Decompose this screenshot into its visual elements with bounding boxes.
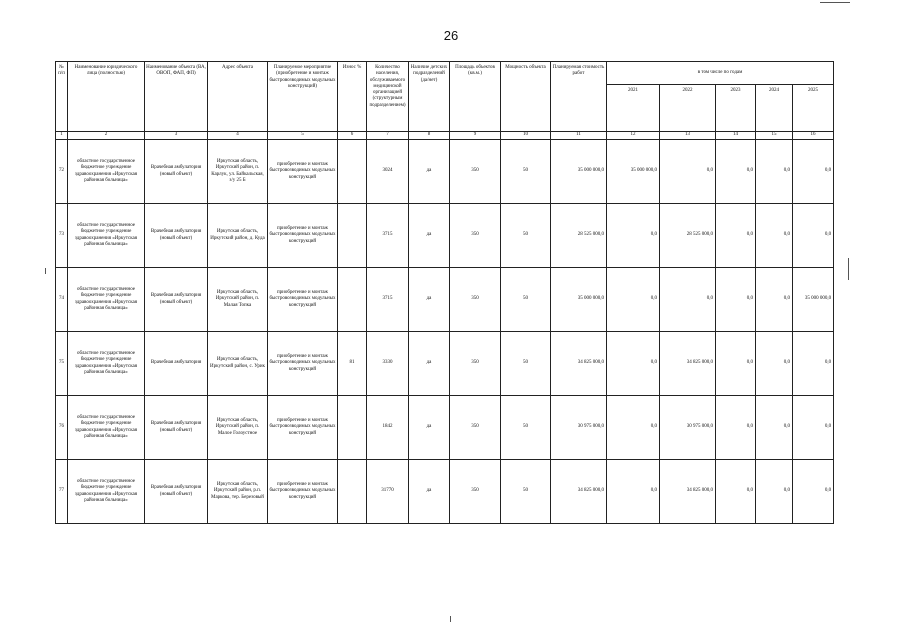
measure-cell: приобретение и монтаж быстровозводимых модульных конструкций [268, 140, 338, 204]
population-cell: 3024 [367, 140, 409, 204]
wear-cell [338, 140, 367, 204]
year-2021-cell: 0,0 [607, 204, 660, 268]
year-2024-cell: 0,0 [756, 396, 793, 460]
header-capacity: Мощность объекта [501, 62, 551, 132]
object-cell: Врачебная амбулатория (новый объект) [145, 140, 208, 204]
year-2023-cell: 0,0 [716, 332, 756, 396]
year-2024-cell: 0,0 [756, 204, 793, 268]
year-2021-cell: 0,0 [607, 332, 660, 396]
scan-artifact [820, 2, 850, 3]
table-row [56, 460, 834, 524]
header-year-2024: 2024 [756, 85, 793, 132]
population-cell: 31770 [367, 460, 409, 524]
entity-cell: областное государственное бюджетное учреждение здравоохранения «Иркутская районная больница» [68, 396, 145, 460]
cost-cell: 35 000 000,0 [551, 140, 607, 204]
area-cell: 350 [450, 460, 501, 524]
measure-cell: приобретение и монтаж быстровозводимых модульных конструкций [268, 396, 338, 460]
table-row [56, 204, 834, 268]
year-2025-cell: 35 000 000,0 [793, 268, 834, 332]
year-2022-cell: 34 825 000,0 [660, 460, 716, 524]
header-year-2023: 2023 [716, 85, 756, 132]
population-cell: 3715 [367, 268, 409, 332]
year-2022-cell: 30 975 000,0 [660, 396, 716, 460]
measure-cell: приобретение и монтаж быстровозводимых модульных конструкций [268, 460, 338, 524]
population-cell: 3715 [367, 204, 409, 268]
header-measure: Планируемое мероприятие (приобретение и монтаж быстровозводимых модульных конструкций) [268, 62, 338, 132]
header-no: № п/п [56, 62, 68, 132]
row-number: 72 [56, 140, 68, 204]
col-number: 6 [338, 132, 367, 140]
col-number: 9 [450, 132, 501, 140]
year-2023-cell: 0,0 [716, 460, 756, 524]
capacity-cell: 50 [501, 140, 551, 204]
entity-cell: областное государственное бюджетное учреждение здравоохранения «Иркутская районная больница» [68, 332, 145, 396]
col-number: 5 [268, 132, 338, 140]
table-row [56, 396, 834, 460]
year-2025-cell: 0,0 [793, 396, 834, 460]
col-number: 3 [145, 132, 208, 140]
year-2025-cell: 0,0 [793, 140, 834, 204]
scan-artifact [45, 268, 46, 274]
children-cell: да [409, 204, 450, 268]
wear-cell [338, 204, 367, 268]
row-number: 74 [56, 268, 68, 332]
year-2024-cell: 0,0 [756, 268, 793, 332]
year-2023-cell: 0,0 [716, 268, 756, 332]
children-cell: да [409, 140, 450, 204]
children-cell: да [409, 268, 450, 332]
object-cell: Врачебная амбулатория (новый объект) [145, 460, 208, 524]
object-cell: Врачебная амбулатория (новый объект) [145, 268, 208, 332]
children-cell: да [409, 396, 450, 460]
year-2023-cell: 0,0 [716, 396, 756, 460]
area-cell: 350 [450, 140, 501, 204]
col-number: 15 [756, 132, 793, 140]
entity-cell: областное государственное бюджетное учреждение здравоохранения «Иркутская районная больница» [68, 460, 145, 524]
wear-cell: 81 [338, 332, 367, 396]
col-number: 2 [68, 132, 145, 140]
area-cell: 350 [450, 332, 501, 396]
header-population: Количество населения, обслуживаемого медицинской организацией (структурным подразделением) [367, 62, 409, 132]
table-row [56, 268, 834, 332]
table-row [56, 140, 834, 204]
header-wear: Износ % [338, 62, 367, 132]
entity-cell: областное государственное бюджетное учреждение здравоохранения «Иркутская районная больница» [68, 204, 145, 268]
col-number: 12 [607, 132, 660, 140]
capacity-cell: 50 [501, 204, 551, 268]
year-2021-cell: 35 000 000,0 [607, 140, 660, 204]
address-cell: Иркутская область, Иркутский район, п. Карлук, ул. Байкальская, з/у 25 Б [208, 140, 268, 204]
year-2022-cell: 0,0 [660, 268, 716, 332]
measure-cell: приобретение и монтаж быстровозводимых модульных конструкций [268, 332, 338, 396]
header-cost: Планируемая стоимость работ [551, 62, 607, 132]
area-cell: 350 [450, 268, 501, 332]
page-number: 26 [443, 28, 459, 43]
scan-artifact [450, 616, 451, 622]
header-by-years: в том числе по годам [607, 62, 834, 85]
year-2024-cell: 0,0 [756, 332, 793, 396]
wear-cell [338, 460, 367, 524]
year-2025-cell: 0,0 [793, 332, 834, 396]
year-2024-cell: 0,0 [756, 140, 793, 204]
investment-table [55, 61, 834, 524]
children-cell: да [409, 460, 450, 524]
year-2025-cell: 0,0 [793, 204, 834, 268]
year-2025-cell: 0,0 [793, 460, 834, 524]
header-object-name: Наименование объекта (ВА, ОВОП, ФАП, ФП) [145, 62, 208, 132]
col-number: 10 [501, 132, 551, 140]
header-area: Площадь объектов (кв.м.) [450, 62, 501, 132]
header-year-2025: 2025 [793, 85, 834, 132]
year-2021-cell: 0,0 [607, 460, 660, 524]
row-number: 77 [56, 460, 68, 524]
cost-cell: 28 525 000,0 [551, 204, 607, 268]
col-number: 14 [716, 132, 756, 140]
measure-cell: приобретение и монтаж быстровозводимых модульных конструкций [268, 268, 338, 332]
address-cell: Иркутская область, Иркутский район, р.п. Маркова, тер. Березовый [208, 460, 268, 524]
col-number: 8 [409, 132, 450, 140]
row-number: 73 [56, 204, 68, 268]
object-cell: Врачебная амбулатория (новый объект) [145, 204, 208, 268]
measure-cell: приобретение и монтаж быстровозводимых модульных конструкций [268, 204, 338, 268]
year-2022-cell: 0,0 [660, 140, 716, 204]
object-cell: Врачебная амбулатория (новый объект) [145, 396, 208, 460]
column-number-row [56, 132, 834, 140]
header-year-2022: 2022 [660, 85, 716, 132]
address-cell: Иркутская область, Иркутский район, д. Куда [208, 204, 268, 268]
col-number: 16 [793, 132, 834, 140]
col-number: 13 [660, 132, 716, 140]
address-cell: Иркутская область, Иркутский район, п. Малое Голоустное [208, 396, 268, 460]
capacity-cell: 50 [501, 460, 551, 524]
cost-cell: 35 000 000,0 [551, 268, 607, 332]
col-number: 11 [551, 132, 607, 140]
area-cell: 350 [450, 396, 501, 460]
population-cell: 3330 [367, 332, 409, 396]
year-2024-cell: 0,0 [756, 460, 793, 524]
wear-cell [338, 396, 367, 460]
table-row [56, 332, 834, 396]
cost-cell: 34 825 000,0 [551, 460, 607, 524]
header-year-2021: 2021 [607, 85, 660, 132]
year-2021-cell: 0,0 [607, 268, 660, 332]
header-children: Наличие детских подразделений (да/нет) [409, 62, 450, 132]
capacity-cell: 50 [501, 396, 551, 460]
cost-cell: 30 975 000,0 [551, 396, 607, 460]
year-2023-cell: 0,0 [716, 204, 756, 268]
header-entity: Наименование юридического лица (полностью) [68, 62, 145, 132]
cost-cell: 34 825 000,0 [551, 332, 607, 396]
year-2021-cell: 0,0 [607, 396, 660, 460]
area-cell: 350 [450, 204, 501, 268]
capacity-cell: 50 [501, 332, 551, 396]
wear-cell [338, 268, 367, 332]
scan-artifact [848, 258, 849, 280]
col-number: 7 [367, 132, 409, 140]
year-2022-cell: 34 825 000,0 [660, 332, 716, 396]
row-number: 75 [56, 332, 68, 396]
col-number: 4 [208, 132, 268, 140]
address-cell: Иркутская область, Иркутский район, п. Малая Топка [208, 268, 268, 332]
col-number: 1 [56, 132, 68, 140]
children-cell: да [409, 332, 450, 396]
capacity-cell: 50 [501, 268, 551, 332]
year-2023-cell: 0,0 [716, 140, 756, 204]
year-2022-cell: 28 525 000,0 [660, 204, 716, 268]
address-cell: Иркутская область, Иркутский район, с. Урик [208, 332, 268, 396]
row-number: 76 [56, 396, 68, 460]
entity-cell: областное государственное бюджетное учреждение здравоохранения «Иркутская районная больница» [68, 140, 145, 204]
entity-cell: областное государственное бюджетное учреждение здравоохранения «Иркутская районная больница» [68, 268, 145, 332]
header-address: Адрес объекта [208, 62, 268, 132]
population-cell: 1842 [367, 396, 409, 460]
object-cell: Врачебная амбулатория [145, 332, 208, 396]
